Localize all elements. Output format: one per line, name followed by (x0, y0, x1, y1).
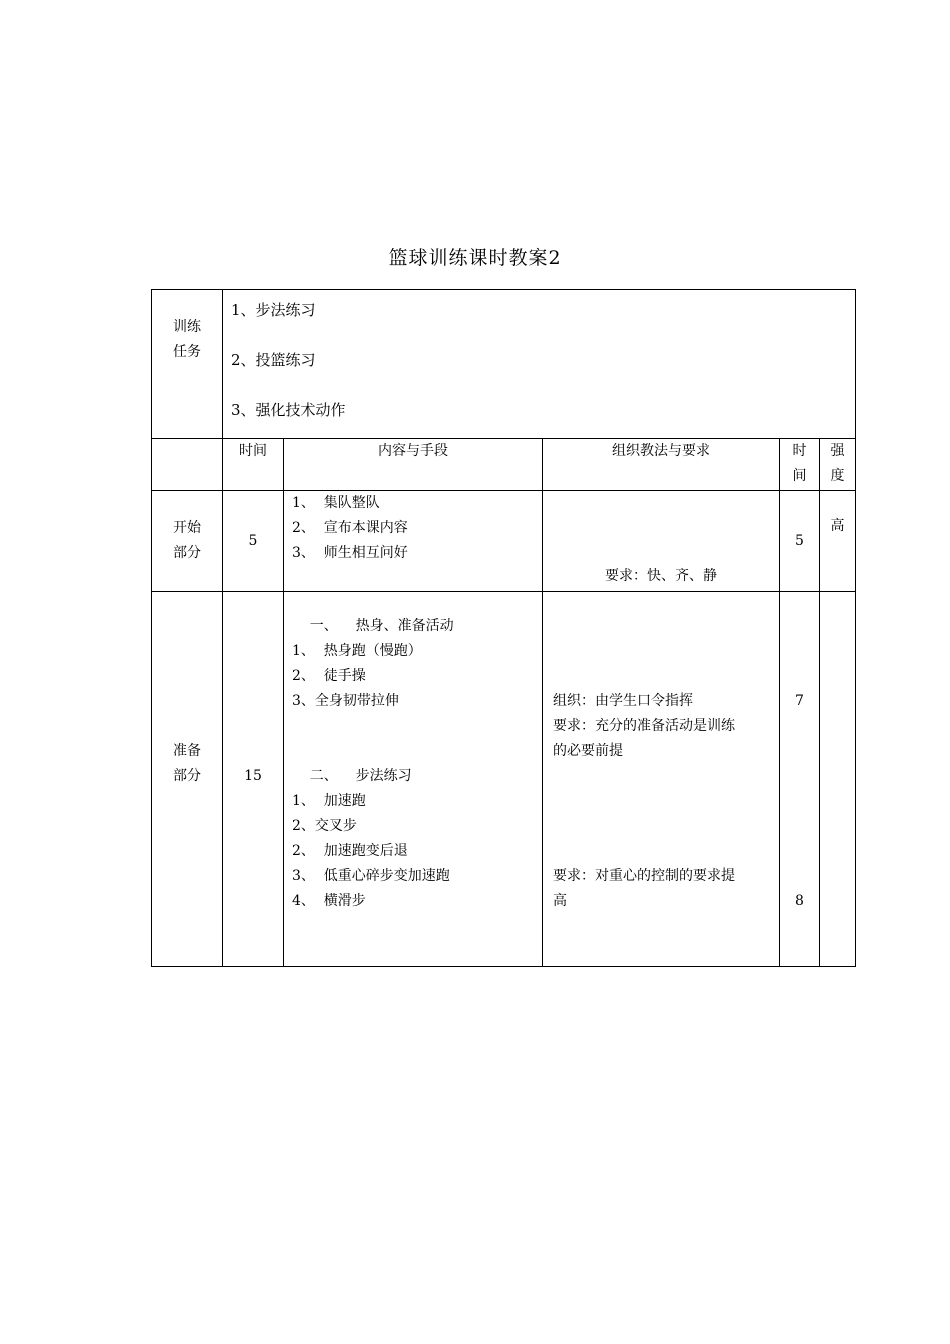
prep-time: 15 (244, 768, 262, 784)
task-item: 2、投篮练习 (231, 351, 316, 369)
prep-content-item: 2、 加速跑变后退 (292, 843, 408, 859)
prep-label-line2: 部分 (173, 768, 201, 784)
start-label-cell (152, 491, 223, 592)
prep-intensity-cell (820, 592, 856, 967)
prep-org-line: 的必要前提 (553, 743, 623, 759)
lesson-plan-table (151, 289, 856, 967)
prep-content-item (292, 739, 542, 764)
start-intensity-cell (820, 491, 856, 592)
prep-content-item: 2、 徒手操 (292, 668, 366, 684)
start-time2: 5 (780, 491, 820, 592)
page-title: 篮球训练课时教案2 (388, 247, 562, 269)
start-content-item: 2、 宣布本课内容 (292, 520, 408, 536)
prep-org-line: 要求：对重心的控制的要求提 (553, 868, 735, 884)
prep-content-item: 一、 热身、准备活动 (292, 618, 454, 634)
task-items-cell (223, 290, 856, 439)
prep-content-item: 3、 低重心碎步变加速跑 (292, 868, 450, 884)
task-label-cell (152, 290, 223, 439)
prep-content-item: 3、全身韧带拉伸 (292, 693, 399, 709)
prep-content-item: 2、交叉步 (292, 818, 357, 834)
start-content-item: 3、 师生相互问好 (292, 545, 408, 561)
start-label-line1: 开始 (173, 520, 201, 536)
task-row (152, 290, 856, 439)
prep-content-item (292, 714, 542, 739)
start-requirement: 要求：快、齐、静 (605, 568, 717, 584)
prep-time-cell (223, 592, 284, 967)
prep-content-item: 4、 横滑步 (292, 893, 366, 909)
prep-row (152, 592, 856, 967)
task-item: 3、强化技术动作 (231, 401, 346, 419)
header-org: 组织教法与要求 (543, 439, 780, 491)
prep-time2-cell (780, 592, 820, 967)
prep-org-line: 高 (553, 893, 567, 909)
start-org-cell (543, 491, 780, 592)
start-intensity: 高 (830, 518, 845, 534)
start-content-cell (284, 491, 543, 592)
header-intensity: 强 度 (820, 439, 856, 491)
task-label-line1: 训练 (173, 319, 201, 335)
start-label-line2: 部分 (173, 545, 201, 561)
prep-content-item: 二、 步法练习 (292, 768, 412, 784)
header-empty-cell (152, 439, 223, 491)
prep-org-line: 组织：由学生口令指挥 (553, 693, 693, 709)
header-time: 时间 (223, 439, 284, 491)
prep-time2-b: 8 (795, 893, 804, 909)
prep-label-cell (152, 592, 223, 967)
prep-label-line1: 准备 (173, 743, 201, 759)
task-item: 1、步法练习 (231, 301, 316, 319)
prep-content-item: 1、 加速跑 (292, 793, 366, 809)
header-row (152, 439, 856, 491)
start-time: 5 (223, 491, 284, 592)
task-label-line2: 任务 (173, 344, 201, 360)
prep-time2-a: 7 (795, 693, 804, 709)
header-content: 内容与手段 (284, 439, 543, 491)
start-content-item: 1、 集队整队 (292, 495, 380, 511)
prep-org-cell (543, 592, 780, 967)
header-time2: 时 间 (780, 439, 820, 491)
prep-content-cell (284, 592, 543, 967)
prep-org-line: 要求：充分的准备活动是训练 (553, 718, 735, 734)
prep-content-item: 1、 热身跑（慢跑） (292, 643, 422, 659)
start-row (152, 491, 856, 592)
